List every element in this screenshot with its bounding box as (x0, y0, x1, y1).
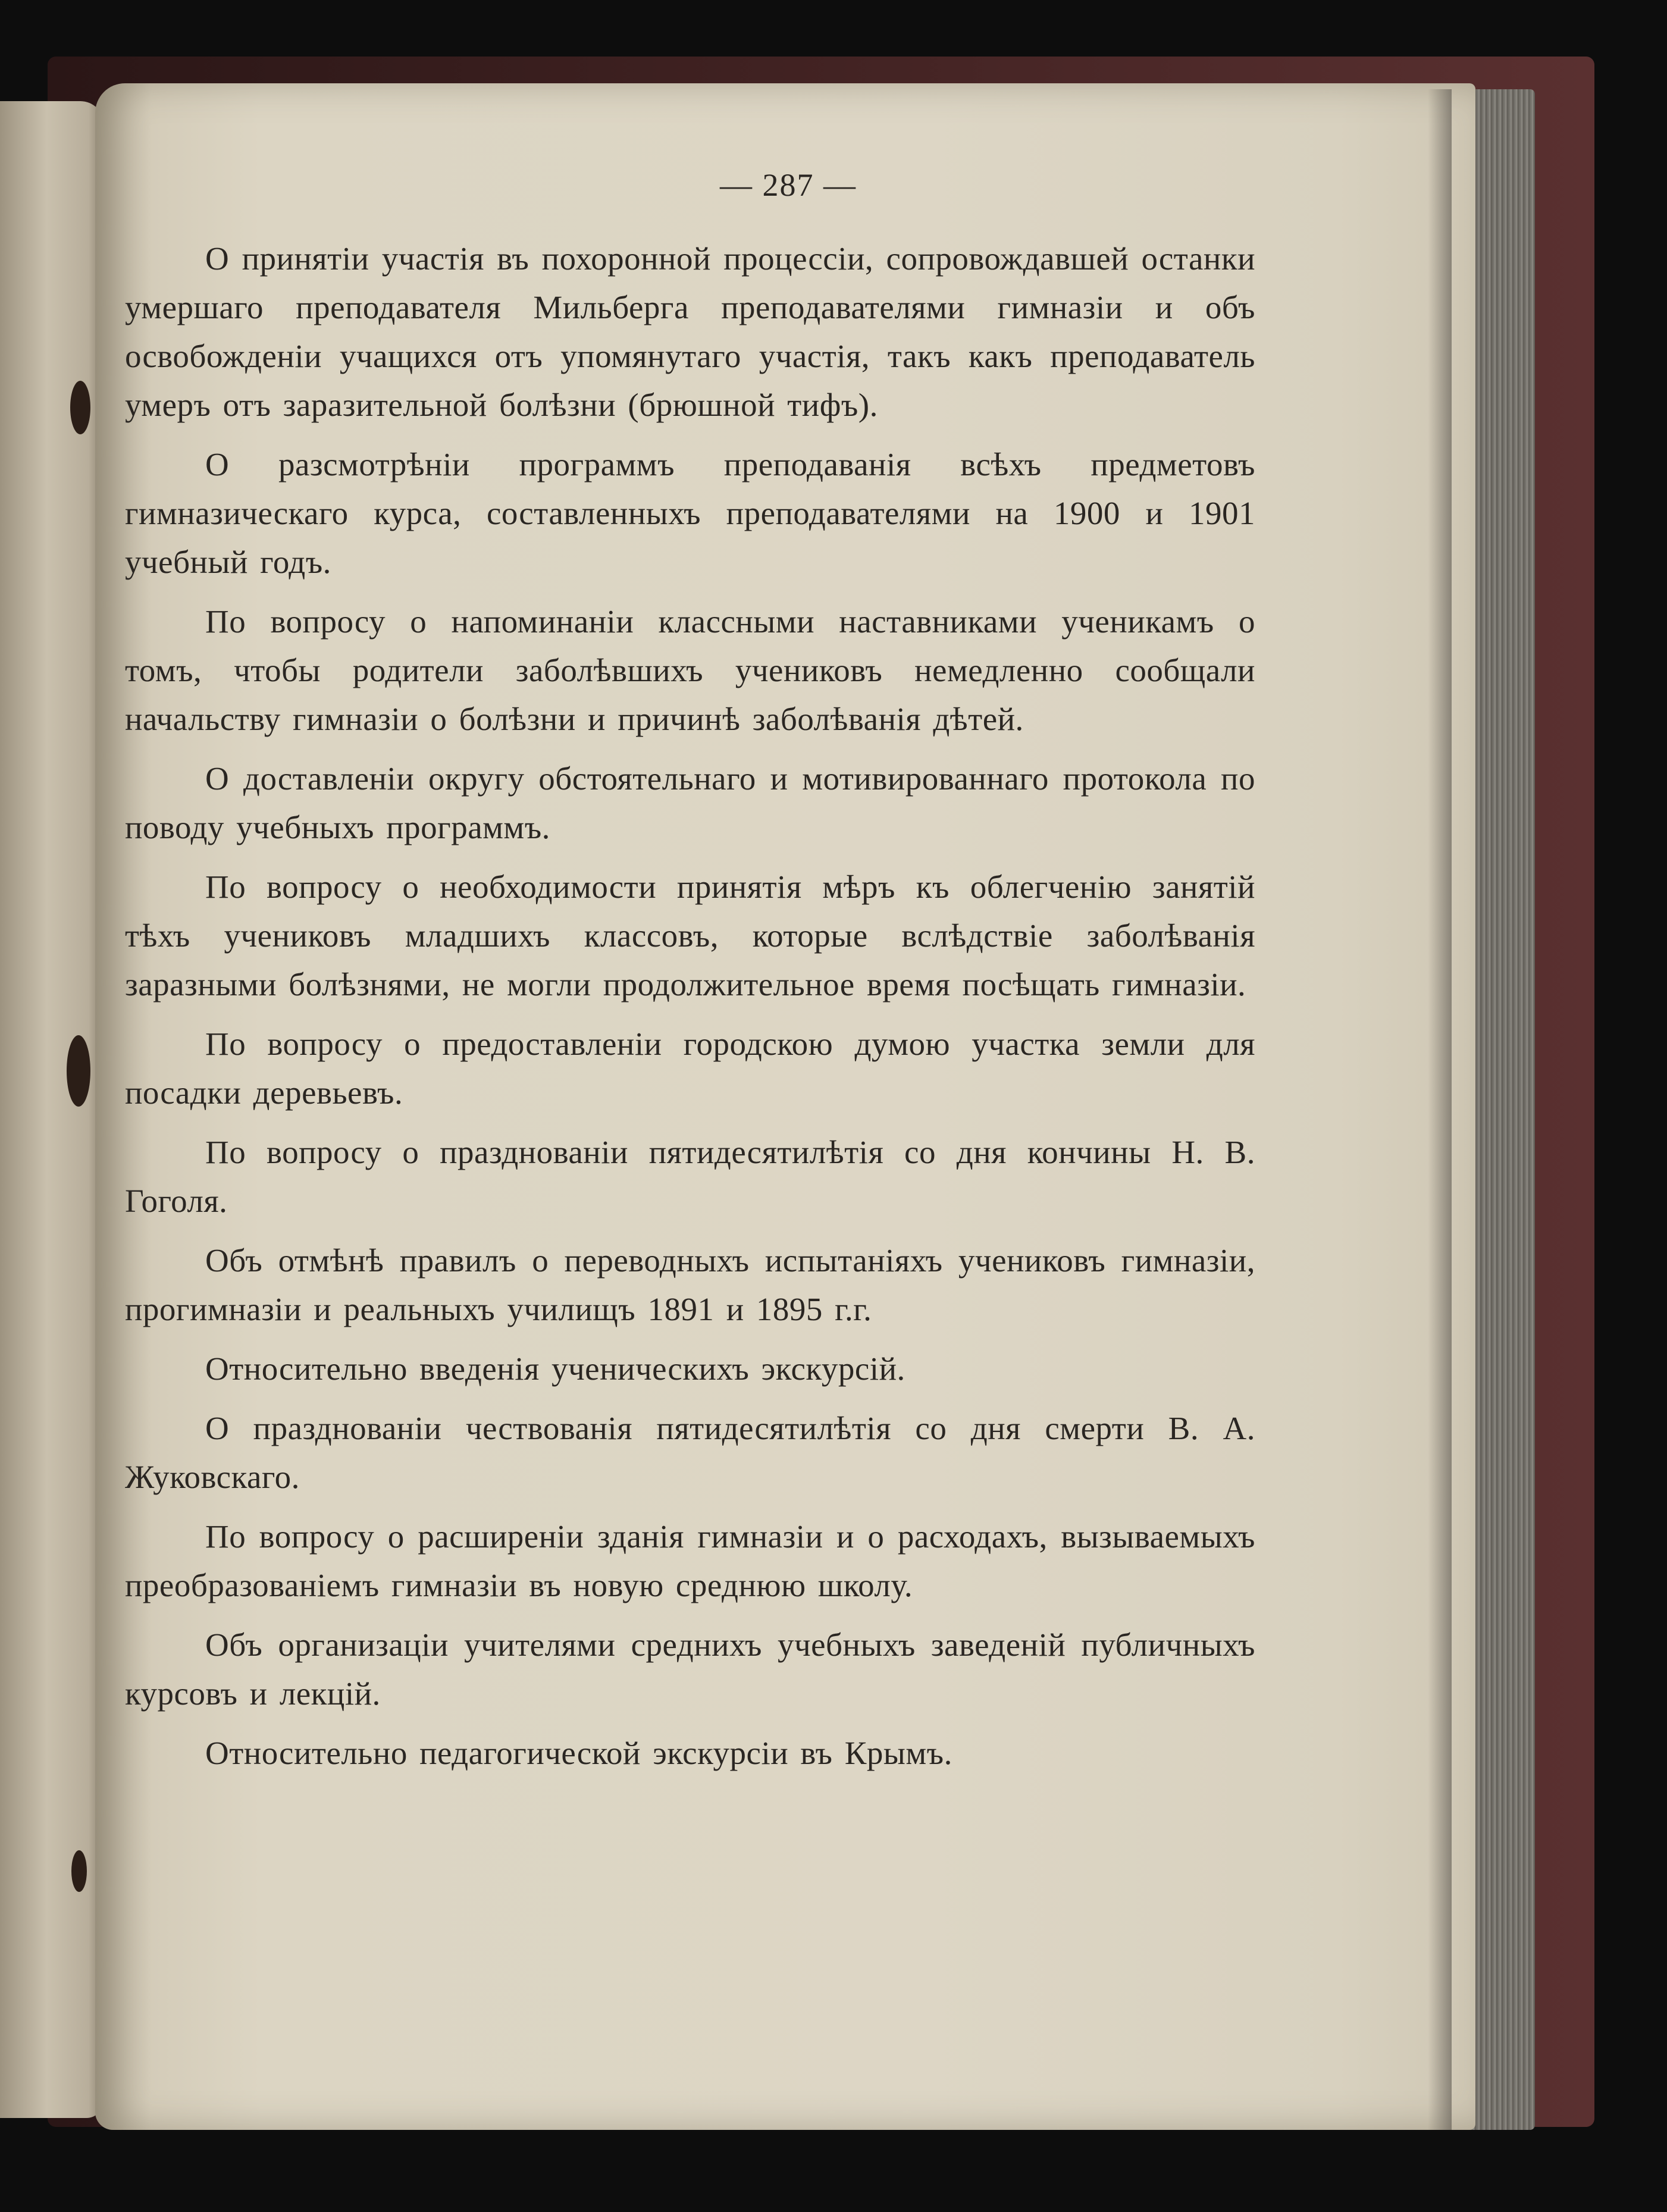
paragraph: По вопросу о празднованіи пятидесятилѣтія со дня кончины Н. В. Гоголя. (125, 1134, 1255, 1219)
paragraph: По вопросу о необходимости принятія мѣръ къ облегченію занятій тѣхъ учениковъ младшихъ классовъ, которые вслѣдствіе заболѣванія заразными болѣзнями, не могли продолжительное время посѣщать гимназіи. (125, 869, 1255, 1002)
torn-margin-mark (70, 381, 90, 434)
torn-margin-mark (71, 1850, 87, 1892)
paragraph: О принятіи участія въ похоронной процессіи, сопровождавшей останки умершаго преподавателя Мильберга преподавателями гимназіи и объ освобожденіи учащихся отъ упомянутаго участія, такъ какъ преподаватель умеръ отъ заразительной болѣзни (брюшной тифъ). (125, 240, 1255, 423)
paragraph: Относительно педагогической экскурсіи въ Крымъ. (205, 1735, 952, 1771)
torn-margin-mark (67, 1035, 90, 1107)
paragraph: По вопросу о предоставленіи городскою думою участка земли для посадки деревьевъ. (125, 1026, 1255, 1111)
paragraph: Объ организаціи учителями среднихъ учебныхъ заведеній публичныхъ курсовъ и лекцій. (125, 1627, 1255, 1712)
page-gutter-shadow (1428, 89, 1452, 2130)
paragraph: Объ отмѣнѣ правилъ о переводныхъ испытаніяхъ учениковъ гимназіи, прогимназіи и реальныхъ училищъ 1891 и 1895 г.г. (125, 1242, 1255, 1327)
page-text-block (125, 167, 1255, 1788)
paragraph: Относительно введенія ученическихъ экскурсій. (205, 1351, 905, 1387)
paragraph: По вопросу о расширеніи зданія гимназіи и о расходахъ, вызываемыхъ преобразованіемъ гимназіи въ новую среднюю школу. (125, 1518, 1255, 1603)
page-number: — 287 — (720, 167, 857, 203)
paragraph: По вопросу о напоминаніи классными наставниками ученикамъ о томъ, чтобы родители заболѣвшихъ учениковъ немедленно сообщали начальству гимназіи о болѣзни и причинѣ заболѣванія дѣтей. (125, 603, 1255, 737)
paragraph: О празднованіи чествованія пятидесятилѣтія со дня смерти В. А. Жуковскаго. (125, 1410, 1255, 1495)
paragraph: О доставленіи округу обстоятельнаго и мотивированнаго протокола по поводу учебныхъ программъ. (125, 760, 1255, 845)
paragraph: О разсмотрѣніи программъ преподаванія всѣхъ предметовъ гимназическаго курса, составленныхъ преподавателями на 1900 и 1901 учебный годъ. (125, 446, 1255, 580)
